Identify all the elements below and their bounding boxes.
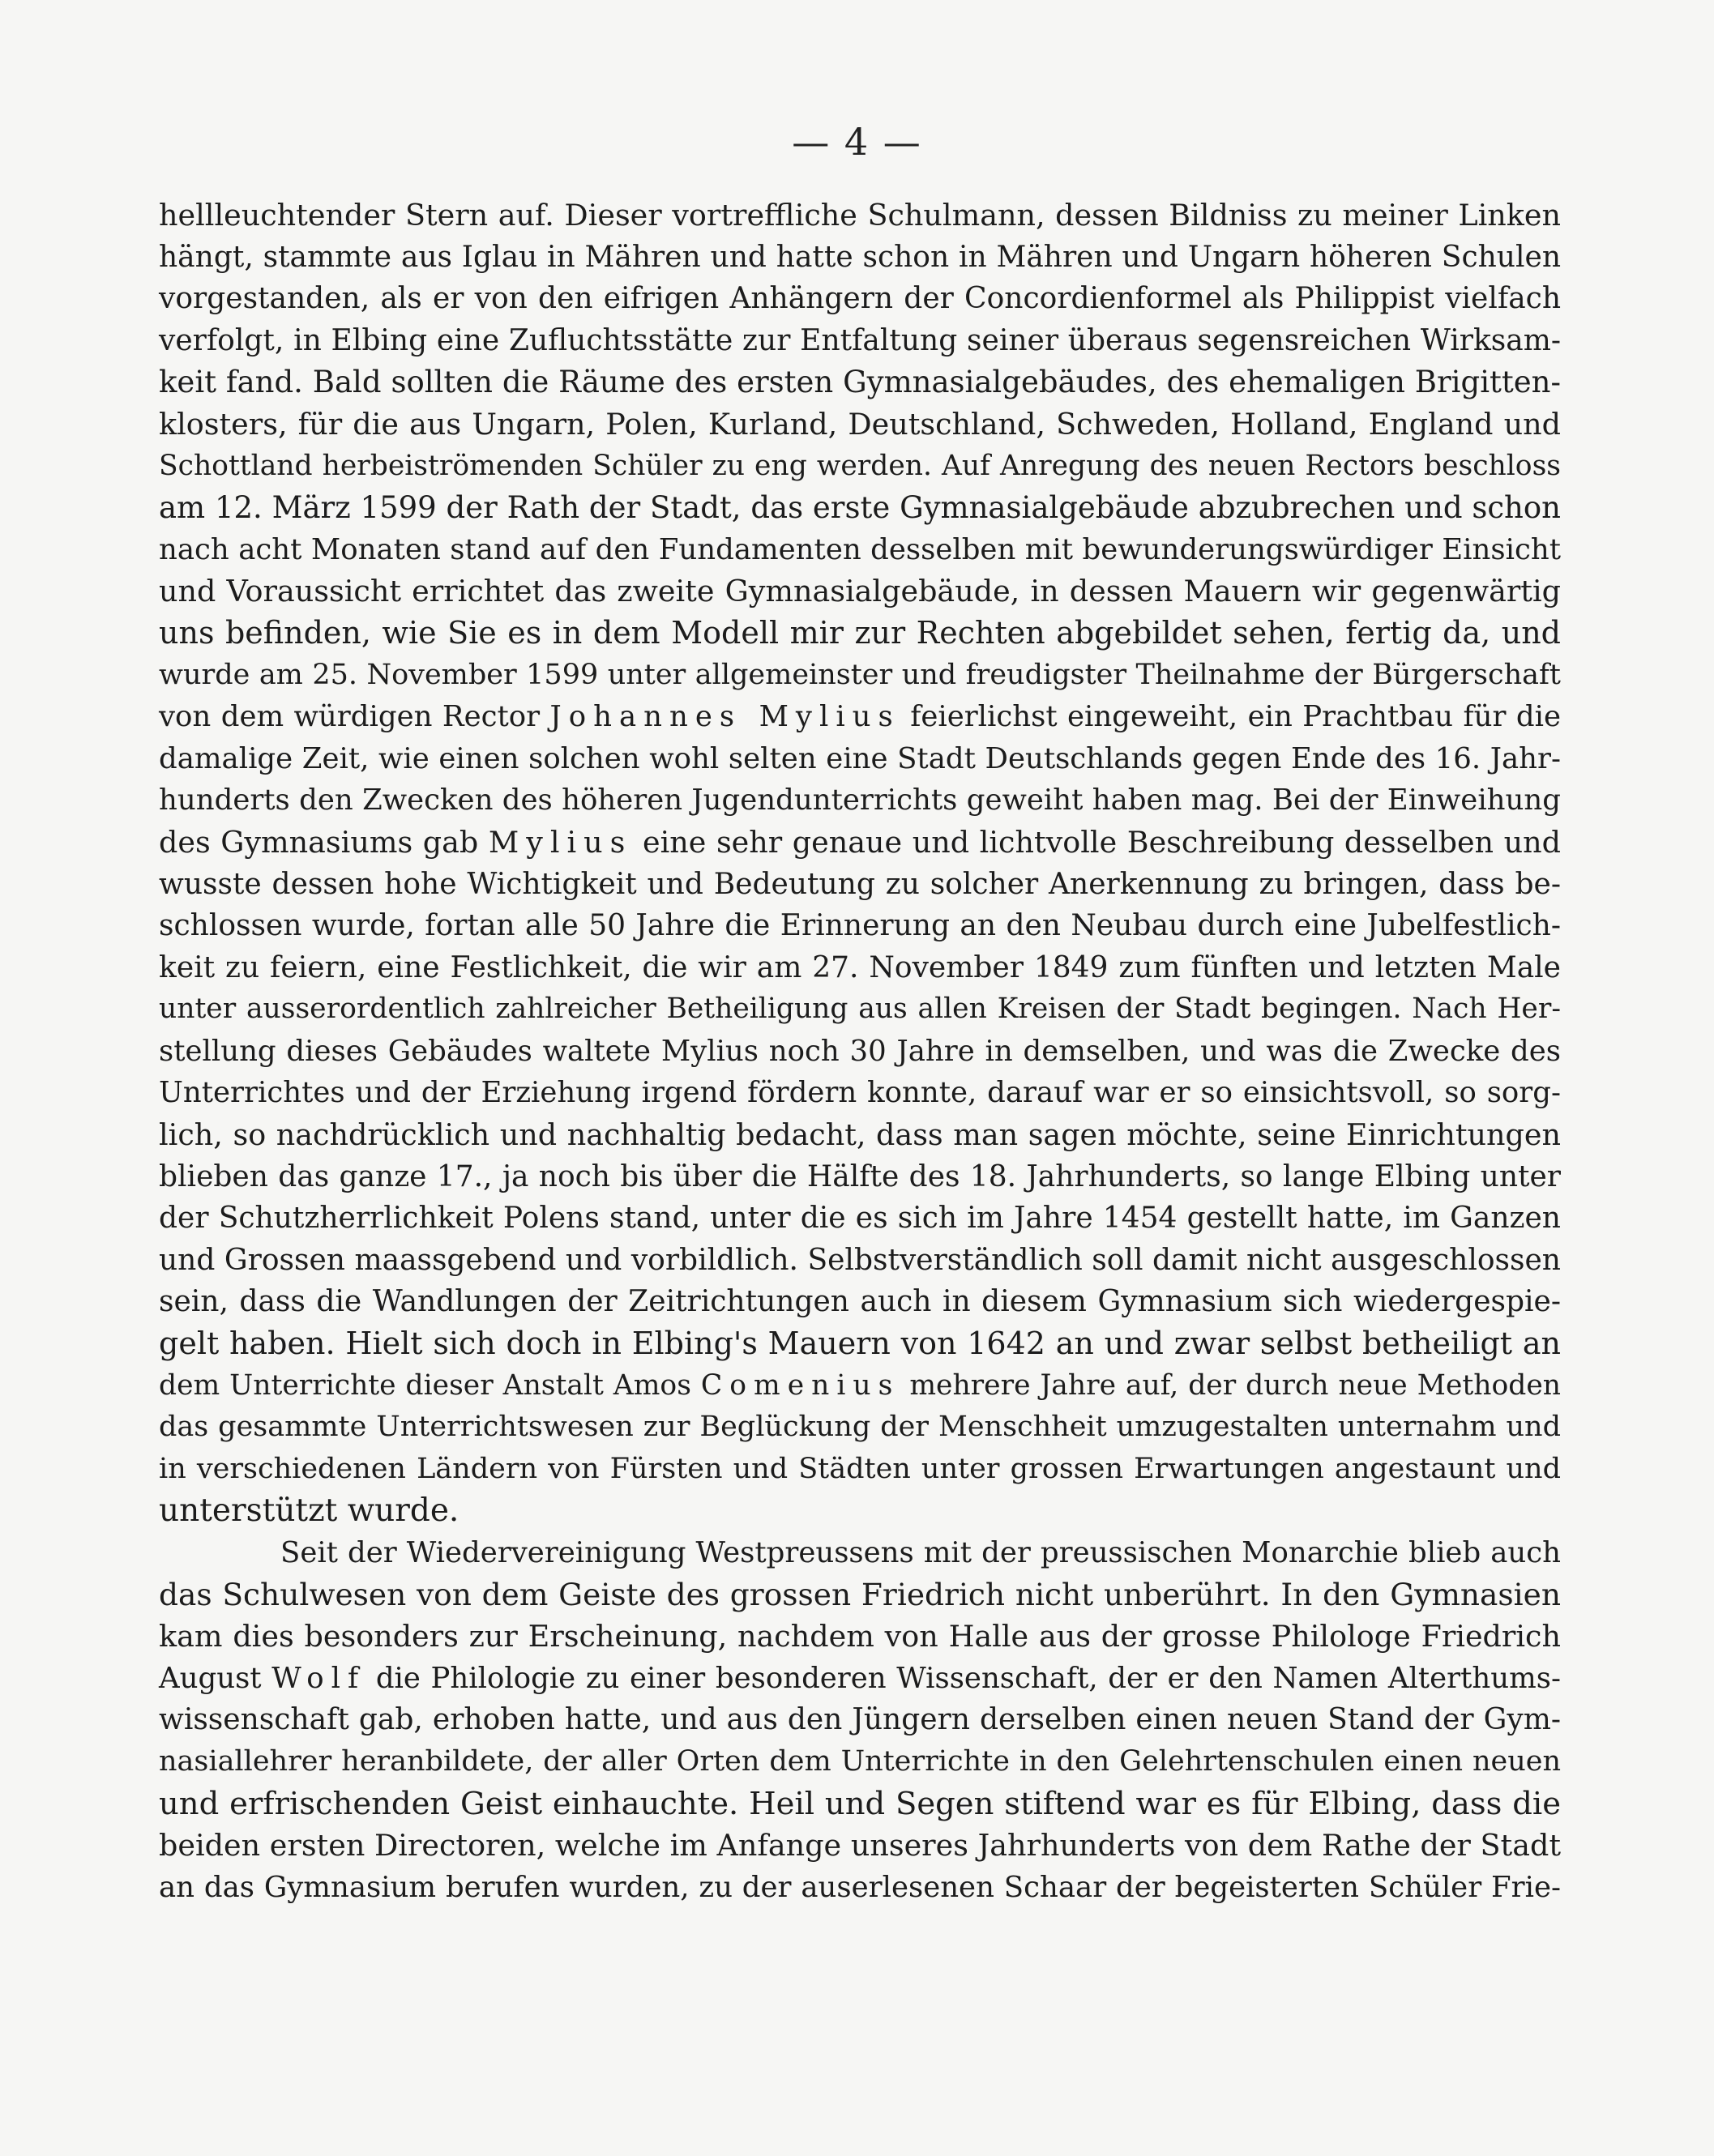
- spaced-name: Mylius: [488, 824, 633, 860]
- text-line: [159, 1699, 1561, 1741]
- line-text: verfolgt, in Elbing eine Zufluchtsstätte zur Entfaltung seiner überaus segensreichen Wirksam-: [159, 323, 1561, 357]
- line-text: vorgestanden, als er von den eifrigen Anhängern der Concordienformel als Philippist vielfach: [159, 282, 1561, 316]
- line-text: in verschiedenen Ländern von Fürsten und Städten unter grossen Erwartungen angestaunt und: [159, 1452, 1561, 1485]
- line-text: hunderts den Zwecken des höheren Jugendunterrichts geweiht haben mag. Bei der Einweihung: [159, 783, 1561, 818]
- line-text: August: [159, 1661, 262, 1695]
- text-line: [159, 320, 1561, 362]
- text-line: [159, 361, 1561, 403]
- text-line: [159, 1031, 1561, 1073]
- line-text-after: feierlichst eingeweiht, ein Prachtbau für die: [910, 700, 1561, 734]
- text-line: [159, 529, 1561, 571]
- line-text: wusste dessen hohe Wichtigkeit und Bedeutung zu solcher Anerkennung zu bringen, dass be-: [159, 867, 1561, 901]
- line-text-after: mehrere Jahre auf, der durch neue Methoden: [909, 1368, 1562, 1402]
- text-line: [159, 278, 1561, 320]
- text-line: [159, 822, 1561, 864]
- line-text: blieben das ganze 17., ja noch bis über die Hälfte des 18. Jahrhunderts, so lange Elbing unter: [159, 1159, 1561, 1193]
- line-text: nach acht Monaten stand auf den Fundamenten desselben mit bewunderungswürdiger Einsicht: [159, 532, 1561, 566]
- line-text: damalige Zeit, wie einen solchen wohl selten eine Stadt Deutschlands gegen Ende des 16. Jahr-: [159, 741, 1561, 775]
- text-line: [159, 655, 1561, 697]
- line-text: wissenschaft gab, erhoben hatte, und aus den Jüngern derselben einen neuen Stand der Gym-: [159, 1703, 1561, 1737]
- text-line: [159, 738, 1561, 780]
- text-line: [159, 194, 1561, 237]
- line-text: Seit der Wiedervereinigung Westpreussens mit der preussischen Monarchie blieb auch: [280, 1536, 1561, 1569]
- line-text: Unterrichtes und der Erziehung irgend fördern konnte, darauf war er so einsichtsvoll, so sorg-: [159, 1076, 1561, 1110]
- line-text: kam dies besonders zur Erscheinung, nachdem von Halle aus der grosse Philologe Friedrich: [159, 1619, 1561, 1654]
- line-text: sein, dass die Wandlungen der Zeitrichtungen auch in diesem Gymnasium sich wiedergespie-: [159, 1285, 1561, 1319]
- spaced-name: Johannes Mylius: [549, 700, 900, 734]
- text-line: [159, 1825, 1561, 1867]
- line-text: wurde am 25. November 1599 unter allgemeinster und freudigster Theilnahme der Bürgerschaft: [159, 658, 1561, 691]
- line-text: der Schutzherrlichkeit Polens stand, unter die es sich im Jahre 1454 gestellt hatte, im Ganzen: [159, 1202, 1561, 1236]
- text-line: [159, 1449, 1561, 1491]
- line-text: von dem würdigen Rector: [159, 700, 541, 734]
- line-text: nasiallehrer heranbildete, der aller Orten dem Unterrichte in den Gelehrtenschulen einen neuen: [159, 1744, 1561, 1778]
- text-line: [159, 570, 1561, 613]
- line-text: beiden ersten Directoren, welche im Anfange unseres Jahrhunderts von dem Rathe der Stadt: [159, 1828, 1561, 1864]
- text-line: [159, 487, 1561, 529]
- text-line: [159, 1407, 1561, 1449]
- text-line: [159, 1323, 1561, 1365]
- text-line: [159, 696, 1561, 738]
- text-line: [159, 403, 1561, 446]
- line-text: Schottland herbeiströmenden Schüler zu eng werden. Auf Anregung des neuen Rectors beschloss: [159, 449, 1561, 482]
- page-number: — 4 —: [792, 120, 922, 164]
- line-text: klosters, für die aus Ungarn, Polen, Kurland, Deutschland, Schweden, Holland, England und: [159, 406, 1561, 442]
- text-line: [159, 1198, 1561, 1240]
- text-line: [159, 779, 1561, 822]
- line-text: und erfrischenden Geist einhauchte. Heil und Segen stiftend war es für Elbing, dass die: [159, 1785, 1561, 1822]
- text-line: [159, 1574, 1561, 1616]
- text-line: [159, 1616, 1561, 1658]
- text-line: [159, 1532, 1561, 1574]
- text-line: [159, 947, 1561, 989]
- line-text: das Schulwesen von dem Geiste des grossen Friedrich nicht unberührt. In den Gymnasien: [159, 1576, 1561, 1612]
- line-text: unterstützt wurde.: [159, 1492, 459, 1530]
- line-text: unter ausserordentlich zahlreicher Betheiligung aus allen Kreisen der Stadt begingen. Nach Her-: [159, 993, 1561, 1026]
- spaced-name: Wolf: [271, 1661, 366, 1695]
- text-line: [159, 1156, 1561, 1198]
- text-line: [159, 1114, 1561, 1156]
- text-line: [159, 1867, 1561, 1909]
- text-line: [159, 905, 1561, 947]
- line-text: und Voraussicht errichtet das zweite Gymnasialgebäude, in dessen Mauern wir gegenwärtig: [159, 574, 1561, 609]
- text-line: [159, 1240, 1561, 1282]
- line-text: gelt haben. Hielt sich doch in Elbing's Mauern von 1642 an und zwar selbst betheiligt an: [159, 1326, 1561, 1362]
- text-line: [159, 1072, 1561, 1114]
- line-text-after: die Philologie zu einer besonderen Wissenschaft, der er den Namen Alterthums-: [375, 1661, 1561, 1695]
- line-text-after: eine sehr genaue und lichtvolle Beschreibung desselben und: [643, 824, 1562, 860]
- text-line: [159, 864, 1561, 906]
- line-text: und Grossen maassgebend und vorbildlich. Selbstverständlich soll damit nicht ausgeschlossen: [159, 1243, 1561, 1277]
- line-text: an das Gymnasium berufen wurden, zu der auserlesenen Schaar der begeisterten Schüler Frie-: [159, 1870, 1561, 1904]
- text-line: [159, 1658, 1561, 1700]
- spaced-name: Comenius: [700, 1368, 900, 1402]
- text-line: [159, 1365, 1561, 1407]
- line-text: das gesammte Unterrichtswesen zur Beglückung der Menschheit umzugestalten unternahm und: [159, 1411, 1561, 1444]
- line-text: stellung dieses Gebäudes waltete Mylius noch 30 Jahre in demselben, und was die Zwecke des: [159, 1034, 1561, 1068]
- body-text: [159, 194, 1561, 1908]
- line-text: hängt, stammte aus Iglau in Mähren und hatte schon in Mähren und Ungarn höheren Schulen: [159, 240, 1561, 274]
- text-line: [159, 1741, 1561, 1783]
- text-line: [159, 446, 1561, 488]
- line-text: schlossen wurde, fortan alle 50 Jahre die Erinnerung an den Neubau durch eine Jubelfestlich-: [159, 909, 1561, 943]
- line-text: uns befinden, wie Sie es in dem Modell mir zur Rechten abgebildet sehen, fertig da, und: [159, 614, 1561, 651]
- line-text: hellleuchtender Stern auf. Dieser vortreffliche Schulmann, dessen Bildniss zu meiner Linken: [159, 198, 1561, 233]
- line-text: keit fand. Bald sollten die Räume des ersten Gymnasialgebäudes, des ehemaligen Brigitten-: [159, 365, 1561, 400]
- text-line: [159, 1281, 1561, 1323]
- line-text: keit zu feiern, eine Festlichkeit, die wir am 27. November 1849 zum fünften und letzten Male: [159, 950, 1561, 984]
- line-text: lich, so nachdrücklich und nachhaltig bedacht, dass man sagen möchte, seine Einrichtungen: [159, 1117, 1561, 1153]
- line-text: dem Unterrichte dieser Anstalt Amos: [159, 1368, 691, 1402]
- text-line: [159, 988, 1561, 1031]
- text-line: [159, 613, 1561, 655]
- line-text: am 12. März 1599 der Rath der Stadt, das erste Gymnasialgebäude abzubrechen und schon: [159, 490, 1561, 526]
- text-line: [159, 1490, 1561, 1532]
- text-line: [159, 237, 1561, 279]
- line-text: des Gymnasiums gab: [159, 824, 479, 860]
- text-line: [159, 1783, 1561, 1825]
